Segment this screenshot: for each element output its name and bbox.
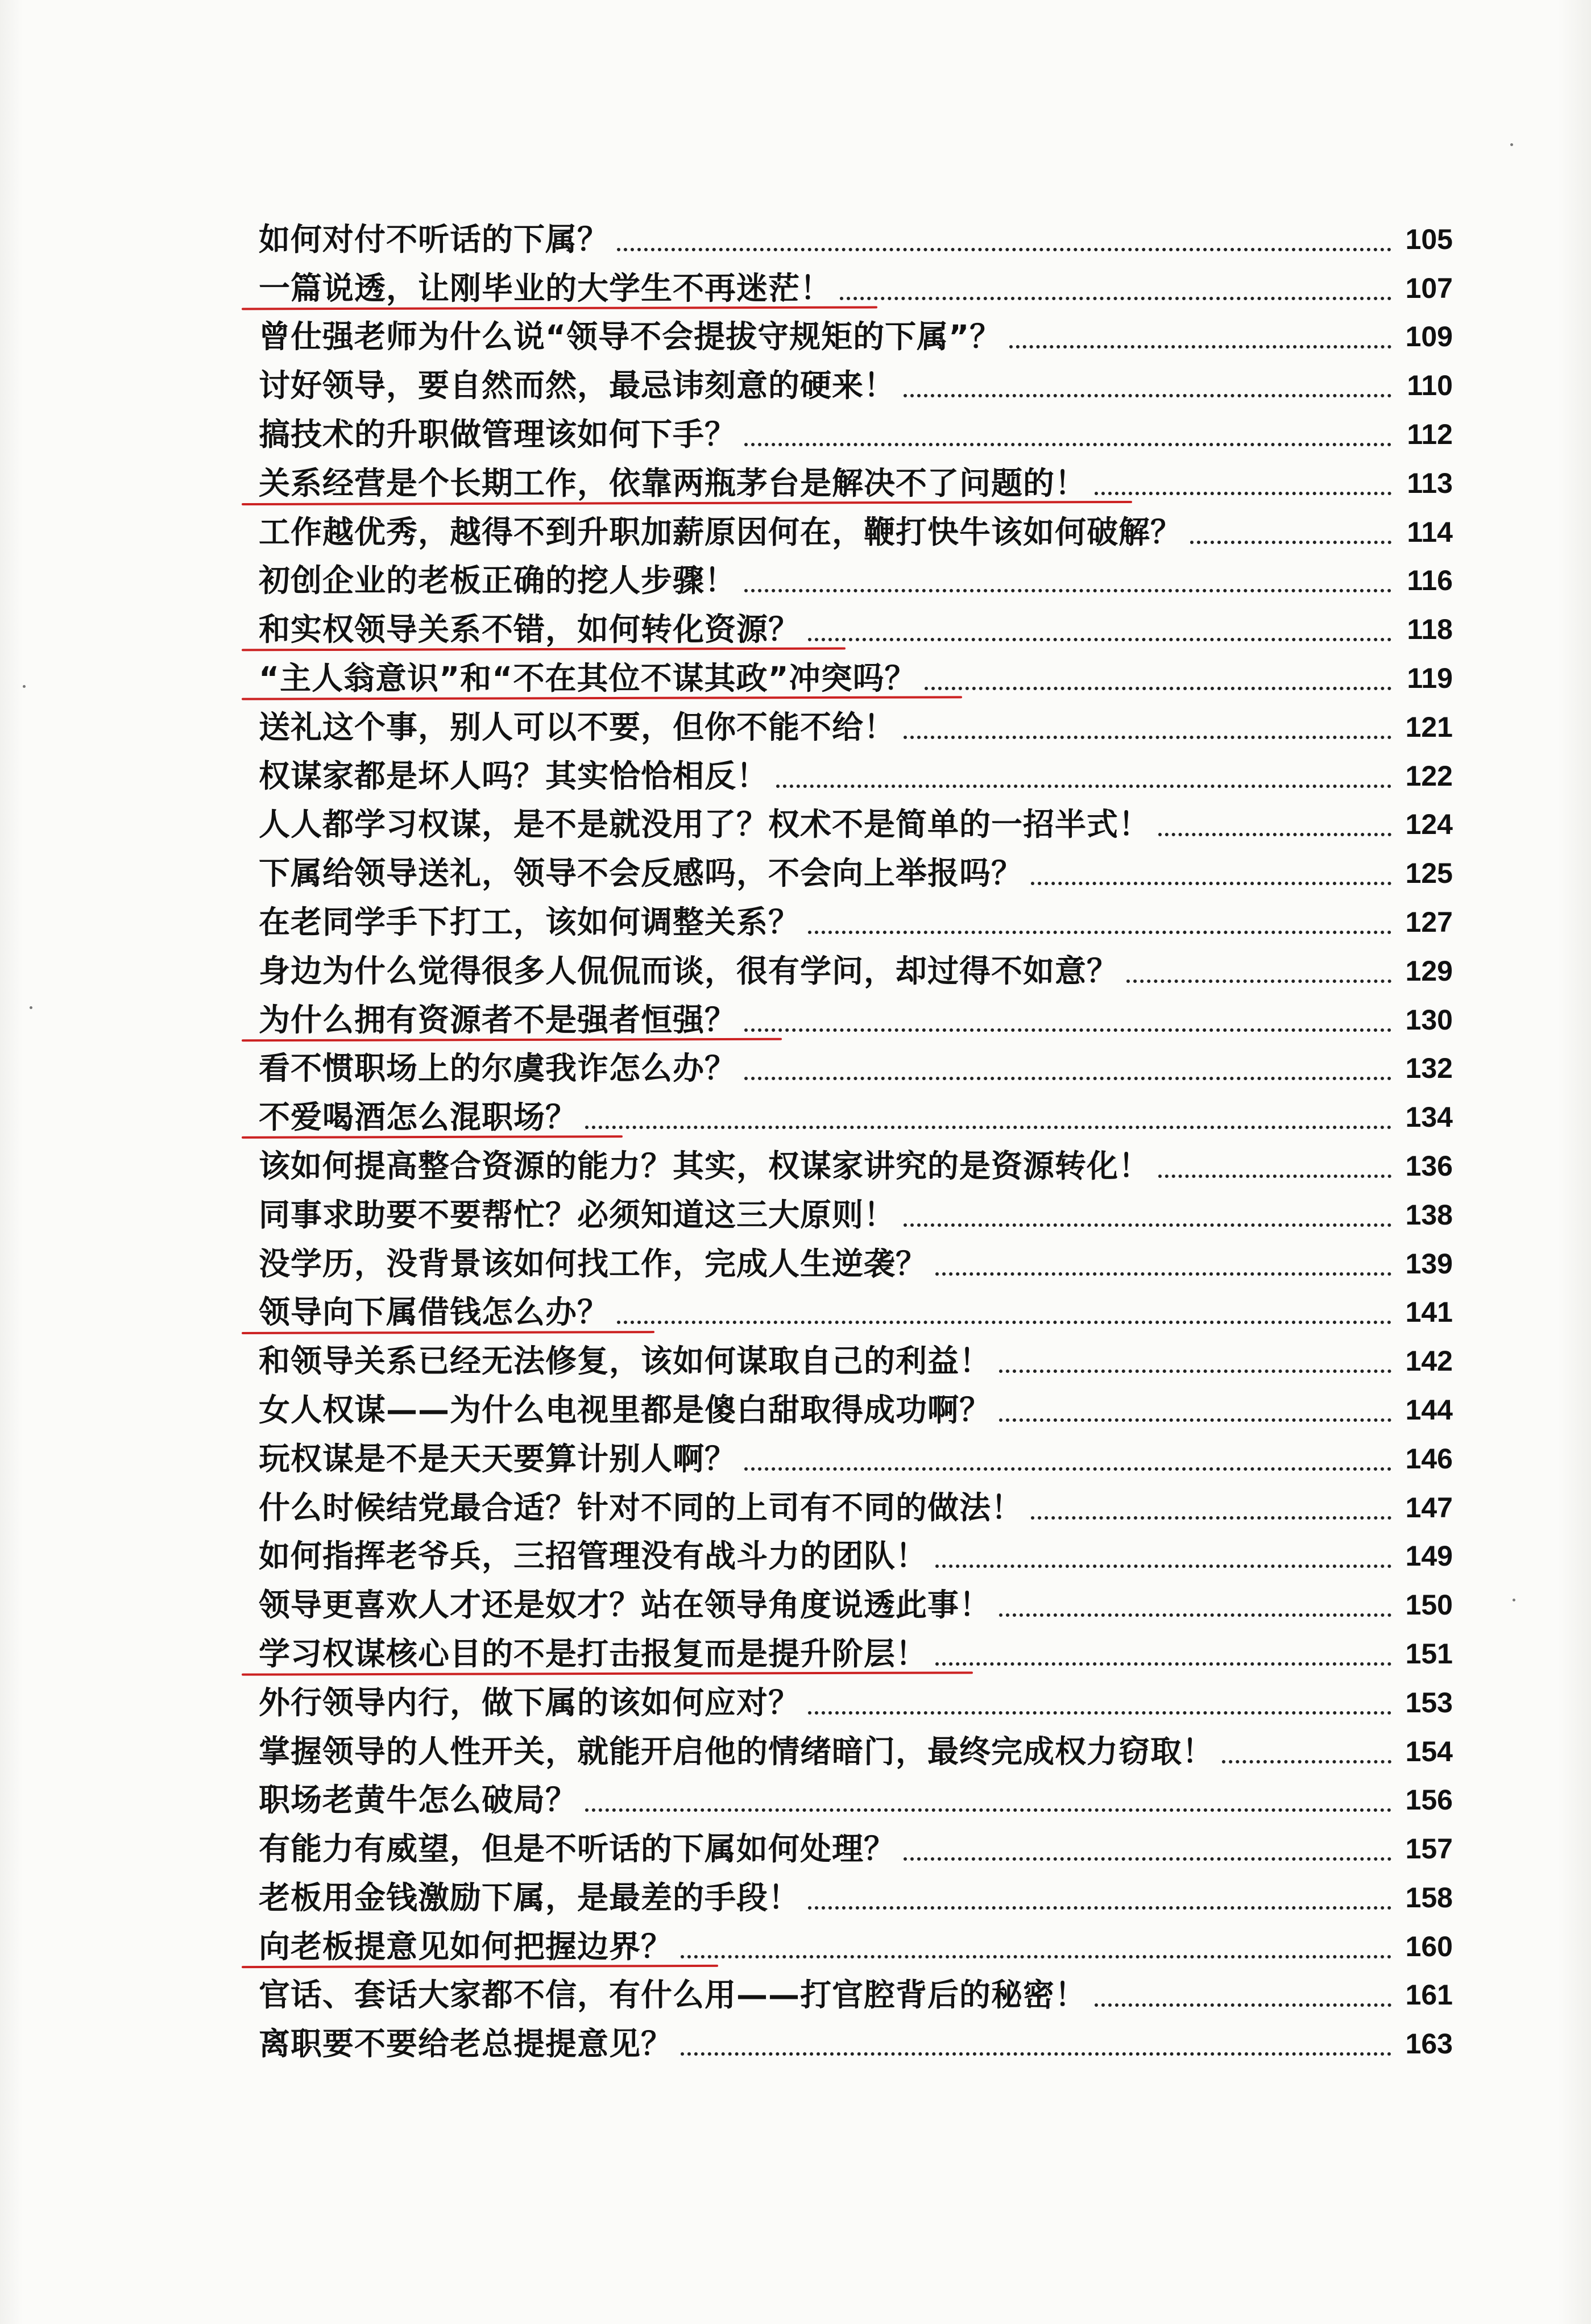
toc-entry-title: 一篇说透，让刚毕业的大学生不再迷茫！ — [259, 269, 832, 306]
toc-entry-page-number: 150 — [1405, 1589, 1453, 1621]
toc-entry[interactable] — [259, 1137, 1453, 1186]
toc-entry-page-number: 147 — [1405, 1491, 1453, 1524]
toc-entry-page-number: 116 — [1407, 565, 1453, 597]
toc-entry-page-number: 153 — [1405, 1686, 1453, 1719]
toc-dot-leader — [935, 1662, 1391, 1666]
toc-entry-page-number: 149 — [1405, 1540, 1453, 1572]
toc-entry[interactable] — [259, 1430, 1453, 1479]
toc-entry[interactable] — [259, 1479, 1453, 1528]
toc-entry[interactable] — [259, 698, 1453, 747]
toc-entry-title: 关系经营是个长期工作，依靠两瓶茅台是解决不了问题的！ — [259, 464, 1087, 501]
toc-dot-leader — [935, 1564, 1391, 1568]
toc-entry-page-number: 122 — [1405, 760, 1453, 792]
toc-dot-leader — [925, 687, 1391, 690]
toc-entry-page-number: 105 — [1405, 223, 1453, 255]
toc-entry-title: 掌握领导的人性开关，就能开启他的情绪暗门，最终完成权力窃取！ — [259, 1733, 1215, 1770]
toc-entry[interactable] — [259, 1528, 1453, 1576]
toc-dot-leader — [904, 736, 1391, 739]
toc-dot-leader — [744, 1077, 1391, 1080]
toc-entry-title: 曾仕强老师为什么说“领导不会提拔守规矩的下属”？ — [259, 318, 1002, 355]
toc-entry-title: 在老同学手下打工，该如何调整关系？ — [259, 903, 801, 940]
toc-entry-title: 老板用金钱激励下属，是最差的手段！ — [259, 1879, 801, 1916]
toc-dot-leader — [808, 931, 1391, 934]
toc-entry[interactable] — [259, 747, 1453, 796]
toc-dot-leader — [808, 1711, 1391, 1715]
toc-entry[interactable] — [259, 308, 1453, 357]
toc-entry[interactable] — [259, 649, 1453, 698]
toc-entry[interactable] — [259, 1332, 1453, 1381]
toc-entry-title: 初创企业的老板正确的挖人步骤！ — [259, 562, 737, 599]
toc-entry[interactable] — [259, 1284, 1453, 1333]
toc-dot-leader — [617, 1321, 1391, 1324]
toc-entry[interactable] — [259, 1040, 1453, 1089]
toc-entry[interactable] — [259, 1966, 1453, 2015]
scan-speck — [1513, 1599, 1515, 1601]
toc-entry-title: 如何指挥老爷兵，三招管理没有战斗力的团队！ — [259, 1538, 928, 1575]
toc-entry-title: 领导更喜欢人才还是奴才？站在领导角度说透此事！ — [259, 1587, 992, 1624]
toc-entry-title: 职场老黄牛怎么破局？ — [259, 1782, 578, 1819]
toc-entry[interactable] — [259, 991, 1453, 1040]
toc-entry-page-number: 125 — [1405, 857, 1453, 890]
toc-entry-title: 搞技术的升职做管理该如何下手？ — [259, 416, 737, 453]
toc-entry[interactable] — [259, 1869, 1453, 1918]
toc-dot-leader — [744, 1028, 1391, 1032]
toc-dot-leader — [681, 1955, 1391, 1958]
toc-entry-title: 领导向下属借钱怎么办？ — [259, 1294, 610, 1331]
toc-entry[interactable] — [259, 893, 1453, 942]
toc-entry-page-number: 113 — [1407, 467, 1453, 499]
toc-entry[interactable] — [259, 1186, 1453, 1235]
toc-entry-title: 人人都学习权谋，是不是就没用了？权术不是简单的一招半式！ — [259, 806, 1151, 843]
toc-dot-leader — [999, 1370, 1391, 1373]
toc-dot-leader — [617, 248, 1391, 251]
toc-entry-page-number: 129 — [1405, 955, 1453, 987]
toc-entry-page-number: 114 — [1407, 516, 1453, 548]
toc-entry-page-number: 138 — [1405, 1198, 1453, 1231]
toc-entry-page-number: 160 — [1405, 1930, 1453, 1962]
toc-entry-page-number: 107 — [1405, 272, 1453, 304]
toc-dot-leader — [999, 1613, 1391, 1617]
toc-dot-leader — [585, 1808, 1391, 1812]
toc-entry-title: 什么时候结党最合适？针对不同的上司有不同的做法！ — [259, 1489, 1024, 1526]
toc-dot-leader — [1222, 1760, 1391, 1763]
toc-entry[interactable] — [259, 454, 1453, 503]
toc-dot-leader — [1095, 2003, 1391, 2007]
toc-entry-page-number: 146 — [1405, 1442, 1453, 1475]
toc-entry-page-number: 132 — [1405, 1052, 1453, 1085]
toc-entry[interactable] — [259, 259, 1453, 308]
toc-entry-page-number: 156 — [1405, 1784, 1453, 1816]
toc-entry-title: 下属给领导送礼，领导不会反感吗，不会向上举报吗？ — [259, 855, 1024, 892]
toc-dot-leader — [840, 297, 1391, 300]
toc-entry[interactable] — [259, 942, 1453, 991]
toc-entry-page-number: 158 — [1405, 1881, 1453, 1914]
toc-entry-title: 有能力有威望，但是不听话的下属如何处理？ — [259, 1831, 896, 1868]
toc-entry-page-number: 157 — [1405, 1833, 1453, 1865]
toc-entry[interactable] — [259, 1381, 1453, 1430]
toc-entry[interactable] — [259, 1918, 1453, 1966]
toc-dot-leader — [904, 1223, 1391, 1227]
toc-dot-leader — [1158, 1175, 1391, 1178]
toc-entry-title: “主人翁意识”和“不在其位不谋其政”冲突吗？ — [259, 659, 917, 696]
toc-entry-page-number: 136 — [1405, 1149, 1453, 1182]
toc-entry[interactable] — [259, 356, 1453, 405]
toc-entry[interactable] — [259, 1625, 1453, 1674]
toc-entry-title: 同事求助要不要帮忙？必须知道这三大原则！ — [259, 1196, 896, 1233]
toc-entry[interactable] — [259, 2015, 1453, 2064]
toc-dot-leader — [935, 1272, 1391, 1276]
toc-entry-page-number: 134 — [1405, 1101, 1453, 1134]
toc-entry-title: 不爱喝酒怎么混职场？ — [259, 1099, 578, 1136]
toc-dot-leader — [776, 785, 1391, 788]
toc-entry-title: 讨好领导，要自然而然，最忌讳刻意的硬来！ — [259, 367, 896, 404]
toc-entry-title: 离职要不要给老总提提意见？ — [259, 2026, 673, 2062]
toc-dot-leader — [1095, 492, 1391, 495]
toc-entry[interactable] — [259, 1820, 1453, 1869]
toc-dot-leader — [1031, 882, 1391, 885]
toc-entry-page-number: 110 — [1407, 370, 1453, 402]
toc-dot-leader — [1158, 833, 1391, 836]
toc-entry-title: 看不惯职场上的尔虞我诈怎么办？ — [259, 1050, 737, 1087]
toc-entry-title: 该如何提高整合资源的能力？其实，权谋家讲究的是资源转化！ — [259, 1147, 1151, 1184]
toc-entry[interactable] — [259, 1088, 1453, 1137]
toc-dot-leader — [1009, 345, 1391, 348]
toc-entry[interactable] — [259, 405, 1453, 454]
toc-entry[interactable] — [259, 844, 1453, 893]
toc-entry-title: 女人权谋——为什么电视里都是傻白甜取得成功啊？ — [259, 1391, 992, 1428]
toc-entry[interactable] — [259, 600, 1453, 649]
toc-entry-page-number: 130 — [1405, 1003, 1453, 1036]
toc-entry-title: 为什么拥有资源者不是强者恒强？ — [259, 1001, 737, 1038]
toc-entry-title: 官话、套话大家都不信，有什么用——打官腔背后的秘密！ — [259, 1977, 1087, 2014]
toc-dot-leader — [904, 394, 1391, 397]
toc-entry-page-number: 161 — [1405, 1979, 1453, 2011]
toc-entry-title: 工作越优秀，越得不到升职加薪原因何在，鞭打快牛该如何破解？ — [259, 513, 1183, 550]
toc-entry-page-number: 151 — [1405, 1637, 1453, 1670]
toc-dot-leader — [1126, 980, 1391, 983]
toc-entry[interactable] — [259, 1723, 1453, 1771]
toc-entry-title: 玩权谋是不是天天要算计别人啊？ — [259, 1440, 737, 1477]
toc-entry[interactable] — [259, 1674, 1453, 1723]
toc-entry[interactable] — [259, 1771, 1453, 1820]
toc-entry-title: 外行领导内行，做下属的该如何应对？ — [259, 1684, 801, 1721]
toc-dot-leader — [681, 2052, 1391, 2056]
toc-dot-leader — [744, 1467, 1391, 1471]
toc-entry-page-number: 127 — [1405, 906, 1453, 938]
toc-dot-leader — [808, 638, 1391, 641]
toc-entry-title: 和领导关系已经无法修复，该如何谋取自己的利益！ — [259, 1343, 992, 1380]
toc-entry-title: 向老板提意见如何把握边界？ — [259, 1928, 673, 1965]
toc-entry-title: 身边为什么觉得很多人侃侃而谈，很有学问，却过得不如意？ — [259, 952, 1119, 989]
scan-speck — [1510, 143, 1513, 146]
toc-entry[interactable] — [259, 210, 1453, 259]
table-of-contents — [259, 210, 1453, 2064]
toc-entry-title: 送礼这个事，别人可以不要，但你不能不给！ — [259, 708, 896, 745]
toc-entry-title: 学习权谋核心目的不是打击报复而是提升阶层！ — [259, 1635, 928, 1672]
toc-dot-leader — [1190, 541, 1391, 544]
toc-entry-page-number: 154 — [1405, 1735, 1453, 1767]
toc-entry-page-number: 139 — [1405, 1247, 1453, 1280]
toc-dot-leader — [904, 1857, 1391, 1861]
toc-entry-page-number: 112 — [1407, 418, 1453, 450]
toc-entry-page-number: 121 — [1405, 711, 1453, 743]
scan-speck — [23, 685, 26, 688]
toc-dot-leader — [744, 443, 1391, 446]
toc-dot-leader — [585, 1126, 1391, 1129]
toc-entry-page-number: 142 — [1405, 1345, 1453, 1377]
toc-entry[interactable] — [259, 1576, 1453, 1625]
toc-entry-page-number: 118 — [1407, 613, 1453, 646]
toc-dot-leader — [808, 1906, 1391, 1910]
toc-entry-title: 如何对付不听话的下属？ — [259, 221, 610, 258]
toc-entry-page-number: 119 — [1407, 662, 1453, 694]
toc-entry-title: 和实权领导关系不错，如何转化资源？ — [259, 611, 801, 648]
scan-speck — [30, 1006, 32, 1009]
toc-entry-page-number: 144 — [1405, 1393, 1453, 1426]
toc-entry-page-number: 124 — [1405, 808, 1453, 841]
toc-entry-page-number: 141 — [1405, 1296, 1453, 1329]
toc-entry-page-number: 109 — [1405, 321, 1453, 353]
toc-dot-leader — [1031, 1516, 1391, 1520]
toc-entry-title: 权谋家都是坏人吗？其实恰恰相反！ — [259, 757, 769, 794]
toc-entry-title: 没学历，没背景该如何找工作，完成人生逆袭？ — [259, 1245, 928, 1282]
toc-entry[interactable] — [259, 552, 1453, 601]
toc-entry[interactable] — [259, 796, 1453, 845]
toc-entry[interactable] — [259, 1235, 1453, 1284]
toc-entry-page-number: 163 — [1405, 2028, 1453, 2060]
toc-entry[interactable] — [259, 503, 1453, 552]
toc-dot-leader — [999, 1418, 1391, 1422]
toc-dot-leader — [744, 589, 1391, 592]
